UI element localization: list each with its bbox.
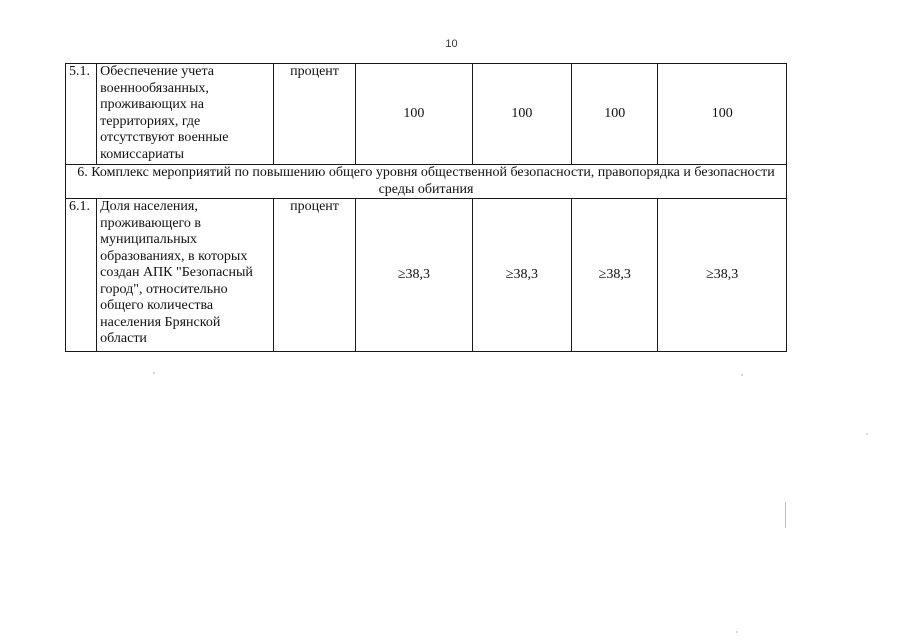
indicator-name: Доля населения, проживающего в муниципальных образованиях, в которых создан АПК "Безопасный город", относительно общего количества населения Брянской области bbox=[97, 199, 274, 352]
value-cell-3: ≥38,3 bbox=[572, 199, 658, 352]
unit-cell: процент bbox=[273, 199, 355, 352]
section-title: 6. Комплекс мероприятий по повышению общего уровня общественной безопасности, правопорядка и безопасности среды обитания bbox=[66, 165, 787, 199]
value-cell-2: 100 bbox=[472, 64, 571, 165]
value-cell-2: ≥38,3 bbox=[472, 199, 571, 352]
scan-artifact-dot bbox=[736, 631, 738, 633]
scan-artifact-mark bbox=[785, 502, 786, 528]
scan-artifact-dot bbox=[866, 433, 868, 435]
scan-artifact-dot bbox=[741, 374, 743, 376]
value-cell-4: ≥38,3 bbox=[658, 199, 787, 352]
value-cell-1: ≥38,3 bbox=[356, 199, 472, 352]
value-cell-1: 100 bbox=[356, 64, 472, 165]
row-number: 5.1. bbox=[66, 64, 97, 165]
value-cell-4: 100 bbox=[658, 64, 787, 165]
page-number: 10 bbox=[445, 38, 458, 50]
row-number: 6.1. bbox=[66, 199, 97, 352]
table-row-6-1 bbox=[66, 199, 787, 352]
unit-cell: процент bbox=[273, 64, 355, 165]
indicators-table bbox=[65, 63, 787, 352]
value-cell-3: 100 bbox=[572, 64, 658, 165]
scan-artifact-dot bbox=[153, 372, 155, 374]
table-row-5-1 bbox=[66, 64, 787, 165]
indicator-name: Обеспечение учета военнообязанных, проживающих на территориях, где отсутствуют военные комиссариаты bbox=[97, 64, 274, 165]
section-header-row bbox=[66, 165, 787, 199]
